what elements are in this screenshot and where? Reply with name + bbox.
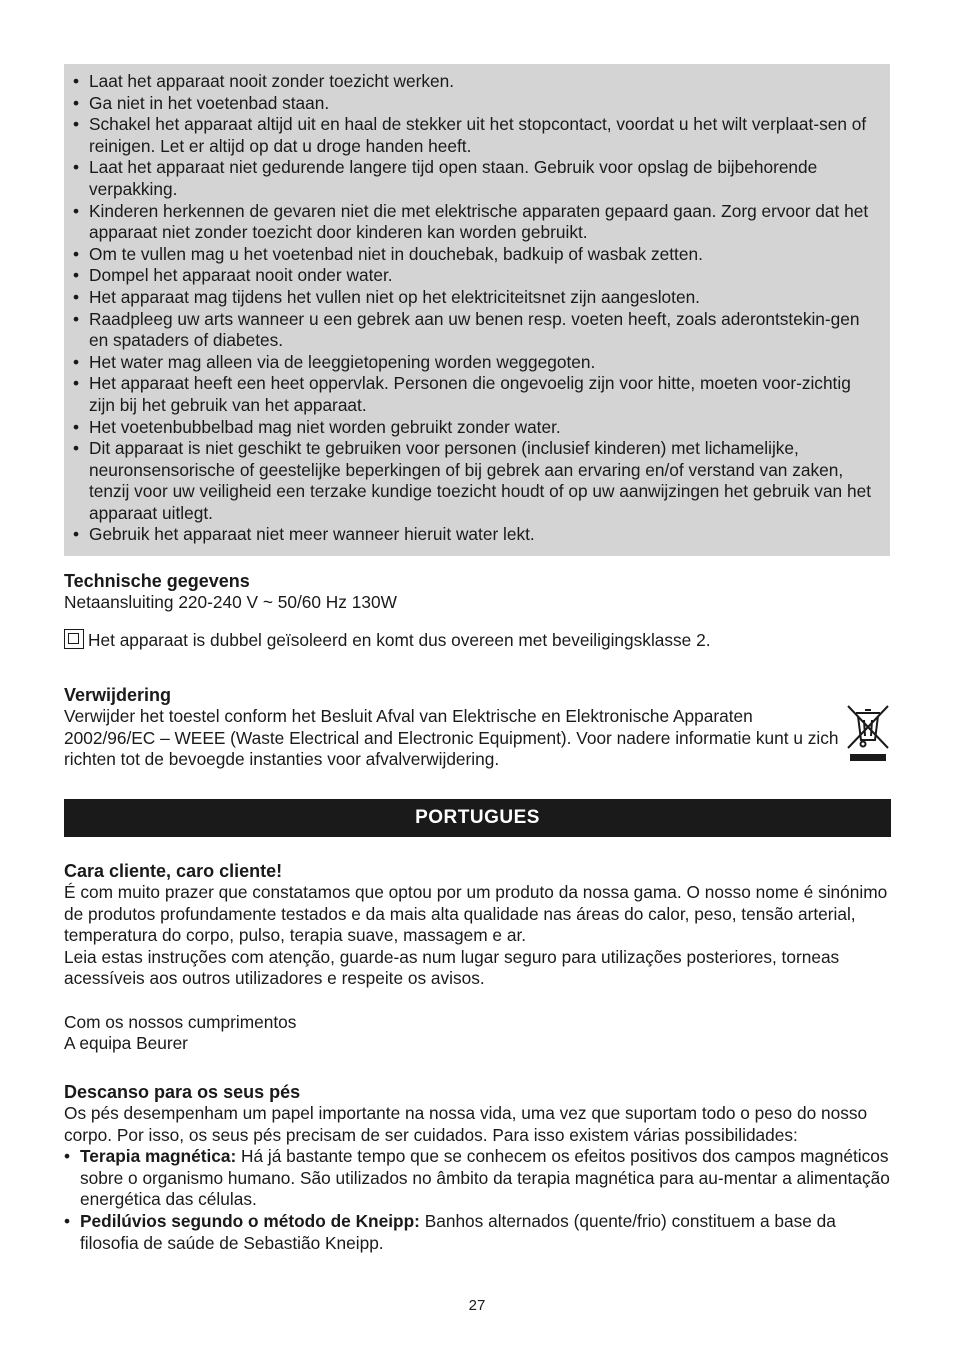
warning-item: • Laat het apparaat niet gedurende langere tijd open staan. Gebruik voor opslag de bijbehorende verpakking. (73, 157, 876, 200)
list-item-text: Há já bastante tempo que se conhecem os efeitos positivos dos campos magnéticos sobre o organismo humano. São utilizados no âmbito da terapia magnética para au-mentar a alimentação energética das células. (80, 1146, 890, 1210)
weee-crossed-bin-icon (846, 704, 890, 762)
safety-warnings-box (64, 64, 890, 556)
disposal-section (64, 684, 839, 771)
greeting-sign-2: A equipa Beurer (64, 1033, 188, 1054)
feet-heading: Descanso para os seus pés (64, 1082, 301, 1102)
warning-item: • Gebruik het apparaat niet meer wanneer hieruit water lekt. (73, 524, 876, 546)
page-number: 27 (468, 1297, 486, 1314)
greeting-section (64, 860, 891, 1055)
greeting-paragraph-2: Leia estas instruções com atenção, guarde-as num lugar seguro para utilizações posteriores, torneas acessíveis aos outros utilizadores e respeite os avisos. (64, 946, 840, 989)
warning-item: • Het water mag alleen via de leeggietopening worden weggegoten. (73, 352, 876, 374)
feet-section (64, 1081, 891, 1254)
greeting-heading: Cara cliente, caro cliente! (64, 861, 283, 881)
warning-item: • Het apparaat mag tijdens het vullen niet op het elektriciteitsnet zijn aangesloten. (73, 287, 876, 309)
protection-class-note (64, 629, 891, 652)
warning-item: • Het apparaat heeft een heet oppervlak. Personen die ongevoelig zijn voor hitte, moeten voor-zichtig zijn bij het gebruik van het apparaat. (73, 373, 876, 416)
warning-item: • Dit apparaat is niet geschikt te gebruiken voor personen (inclusief kinderen) met lichamelijke, neuronsensorische of geestelijke beperkingen of bij gebrek aan ervaring en/of verstand van zaken, tenzij voor uw veiligheid een terzake kundige toezicht houdt of op uw aanwijzingen het gebruik van het apparaat uitlegt. (73, 438, 876, 524)
technical-data-heading: Technische gegevens (64, 571, 250, 591)
feet-options-list (64, 1146, 891, 1254)
warning-item: • Het voetenbubbelbad mag niet worden gebruikt zonder water. (73, 417, 876, 439)
language-banner-portugues: PORTUGUES (64, 799, 891, 837)
disposal-heading: Verwijdering (64, 685, 172, 705)
list-item (64, 1211, 891, 1254)
warning-item: • Raadpleeg uw arts wanneer u een gebrek aan uw benen resp. voeten heeft, zoals aderontstekin-gen en spataders of diabetes. (73, 309, 876, 352)
warning-item: • Laat het apparaat nooit zonder toezicht werken. (73, 71, 876, 93)
list-item-term: Terapia magnética: (80, 1146, 237, 1167)
technical-data-section (64, 570, 891, 614)
feet-intro: Os pés desempenham um papel importante na nossa vida, uma vez que suportam todo o peso do nosso corpo. Por isso, os seus pés precisam de ser cuidados. Para isso existem várias possibilidades: (64, 1103, 868, 1145)
warning-item: • Dompel het apparaat nooit onder water. (73, 265, 876, 287)
disposal-text: Verwijder het toestel conform het Besluit Afval van Elektrische en Elektronische Apparaten 2002/96/EC – WEEE (Waste Electrical and Electronic Equipment). Voor nadere informatie kunt u zich richten tot de bevoegde instanties voor afvalverwijdering. (64, 706, 839, 770)
warning-item: • Kinderen herkennen de gevaren niet die met elektrische apparaten gepaard gaan. Zorg ervoor dat het apparaat niet zonder toezicht door kinderen kan worden gebruikt. (73, 201, 876, 244)
greeting-paragraph-1: É com muito prazer que constatamos que optou por um produto da nossa gama. O nosso nome é sinónimo de produtos profundamente testados e da mais alta qualidade nas áreas do calor, peso, tensão arterial, temperatura do corpo, pulso, terapia suave, massagem e ar. (64, 882, 888, 946)
protection-class-text: Het apparaat is dubbel geïsoleerd en komt dus overeen met beveiligingsklasse 2. (88, 630, 711, 650)
safety-warnings-list (73, 71, 876, 546)
warning-item: • Ga niet in het voetenbad staan. (73, 93, 876, 115)
double-insulation-icon (64, 629, 84, 649)
technical-data-line: Netaansluiting 220-240 V ~ 50/60 Hz 130W (64, 592, 397, 612)
list-item (64, 1146, 891, 1211)
warning-item: • Om te vullen mag u het voetenbad niet in douchebak, badkuip of wasbak zetten. (73, 244, 876, 266)
warning-item: • Schakel het apparaat altijd uit en haal de stekker uit het stopcontact, voordat u het wilt verplaat-sen of reinigen. Let er altijd op dat u droge handen heeft. (73, 114, 876, 157)
greeting-sign-1: Com os nossos cumprimentos (64, 1011, 297, 1032)
list-item-term: Pedilúvios segundo o método de Kneipp: (80, 1210, 420, 1231)
list-item-text: Banhos alternados (quente/frio) constituem a base da filosofia de saúde de Sebastião Kneipp. (80, 1210, 836, 1253)
